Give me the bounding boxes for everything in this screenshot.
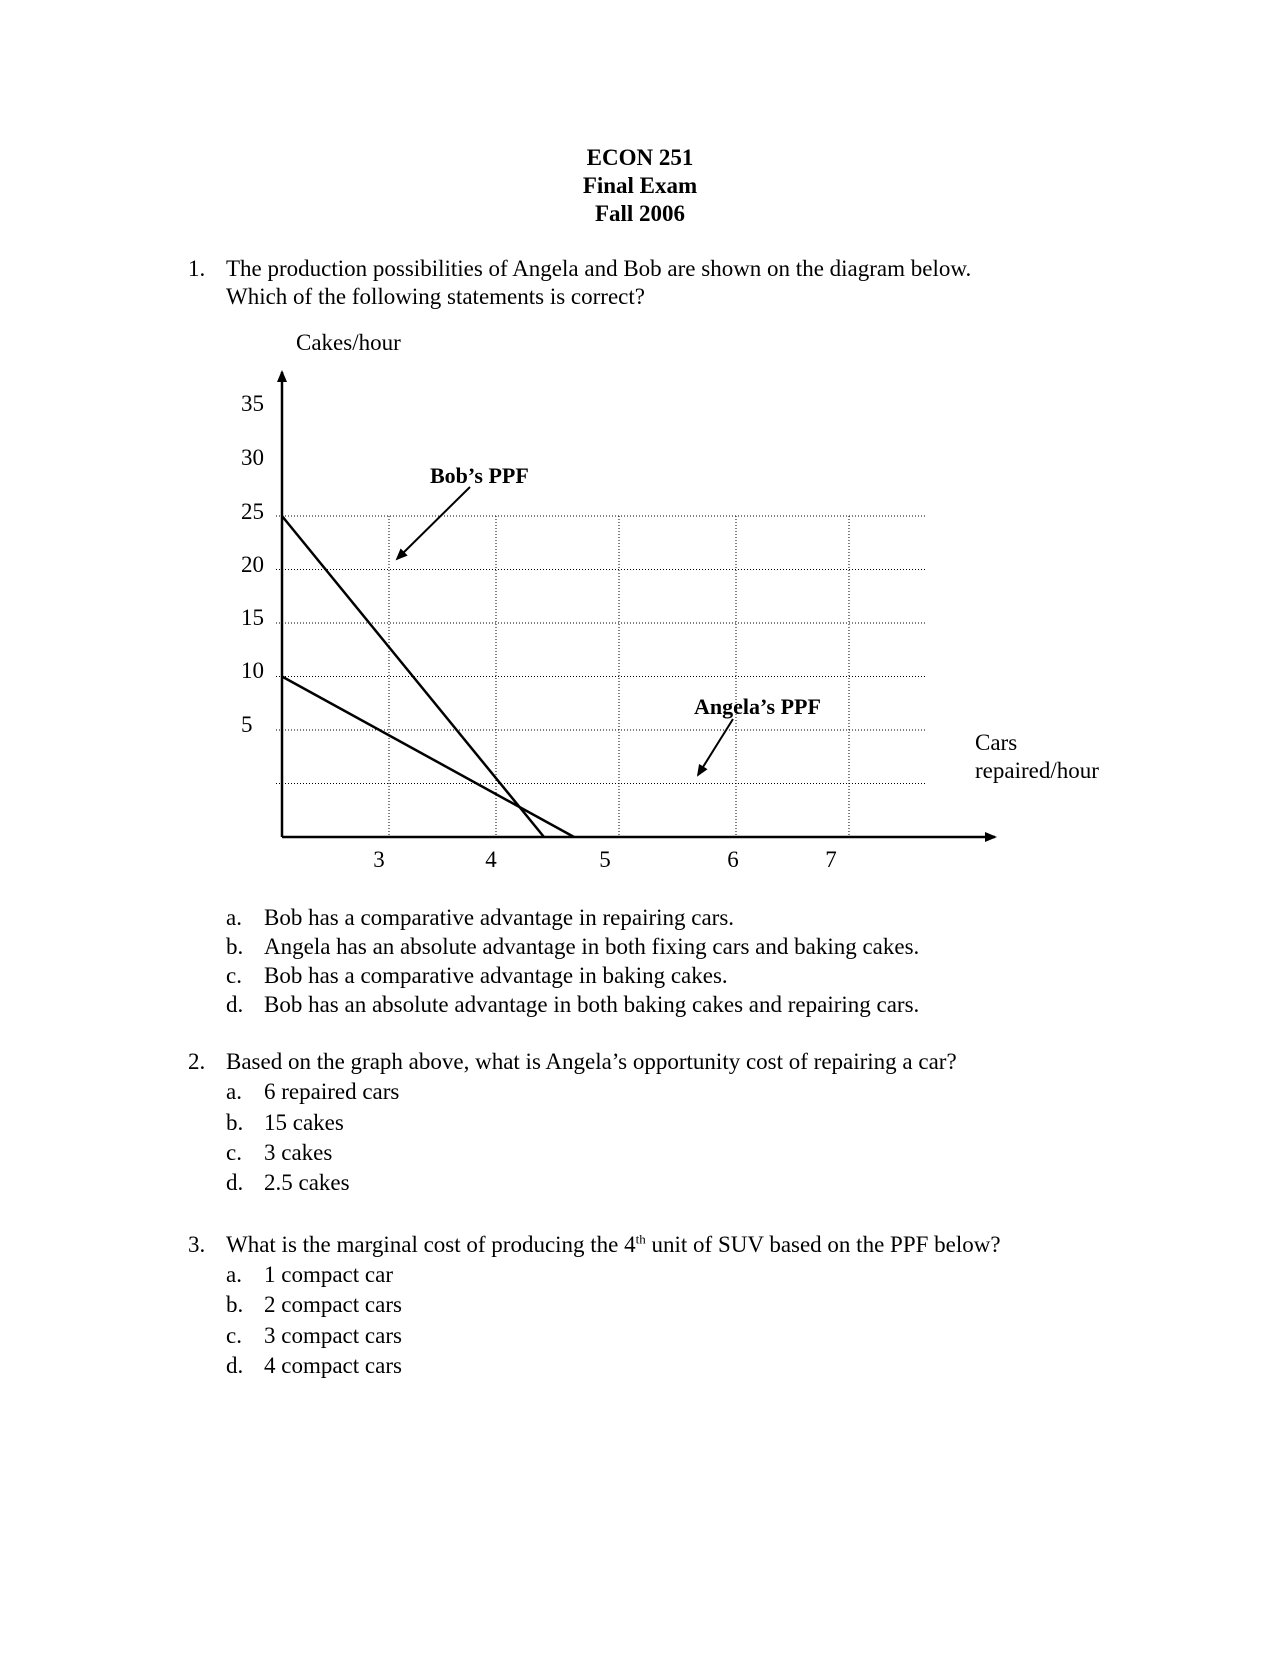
y-tick-25: 25 bbox=[241, 499, 264, 524]
option-text: Bob has a comparative advantage in repairing cars. bbox=[264, 905, 735, 930]
y-tick-15: 15 bbox=[241, 605, 264, 630]
exam-title: Final Exam bbox=[582, 173, 698, 198]
option-text: Angela has an absolute advantage in both fixing cars and baking cakes. bbox=[264, 934, 920, 959]
option-text: 1 compact car bbox=[264, 1262, 393, 1287]
y-tick-10: 10 bbox=[241, 658, 264, 683]
exam-term: Fall 2006 bbox=[594, 201, 686, 226]
angela-ppf-label: Angela’s PPF bbox=[694, 694, 821, 719]
question-3 bbox=[0, 1230, 1280, 1260]
option-letter: b. bbox=[226, 1292, 244, 1317]
x-tick-3: 3 bbox=[373, 847, 385, 872]
option-text: 4 compact cars bbox=[264, 1353, 402, 1378]
question-2-number: 2. bbox=[188, 1049, 206, 1074]
question-2-text: Based on the graph above, what is Angela’s opportunity cost of repairing a car? bbox=[226, 1049, 957, 1074]
question-1 bbox=[0, 254, 1280, 314]
angela-ppf-line bbox=[282, 677, 574, 838]
option-letter: d. bbox=[226, 992, 244, 1017]
option-letter: c. bbox=[226, 1140, 242, 1165]
option-text: 2 compact cars bbox=[264, 1292, 402, 1317]
option-text: Bob has an absolute advantage in both baking cakes and repairing cars. bbox=[264, 992, 920, 1017]
question-1-line-2: Which of the following statements is correct? bbox=[226, 284, 645, 309]
question-3-text-before: What is the marginal cost of producing the 4 bbox=[226, 1232, 636, 1257]
x-axis-label-line-2: repaired/hour bbox=[975, 758, 1099, 783]
question-1-line-1: The production possibilities of Angela and Bob are shown on the diagram below. bbox=[226, 256, 972, 281]
question-3-superscript: th bbox=[635, 1231, 646, 1247]
option-text: 6 repaired cars bbox=[264, 1079, 400, 1104]
option-letter: a. bbox=[226, 1079, 242, 1104]
y-tick-5: 5 bbox=[241, 712, 253, 737]
ppf-chart bbox=[0, 320, 1280, 880]
question-3-text-after: unit of SUV based on the PPF below? bbox=[645, 1232, 1001, 1257]
option-text: 15 cakes bbox=[264, 1110, 344, 1135]
x-tick-7: 7 bbox=[825, 847, 837, 872]
option-letter: d. bbox=[226, 1170, 244, 1195]
option-text: Bob has a comparative advantage in baking cakes. bbox=[264, 963, 728, 988]
bob-ppf-label: Bob’s PPF bbox=[430, 463, 529, 488]
x-axis-label-line-1: Cars bbox=[975, 730, 1018, 755]
y-axis-label: Cakes/hour bbox=[296, 330, 401, 355]
option-letter: c. bbox=[226, 1323, 242, 1348]
bob-ppf-arrow bbox=[397, 487, 470, 559]
x-tick-6: 6 bbox=[727, 847, 739, 872]
x-tick-5: 5 bbox=[599, 847, 611, 872]
option-letter: a. bbox=[226, 905, 242, 930]
option-letter: c. bbox=[226, 963, 242, 988]
y-tick-30: 30 bbox=[241, 445, 264, 470]
x-tick-4: 4 bbox=[485, 847, 497, 872]
y-tick-35: 35 bbox=[241, 391, 264, 416]
question-2 bbox=[0, 1047, 1280, 1077]
angela-ppf-arrow bbox=[698, 719, 733, 775]
option-text: 3 compact cars bbox=[264, 1323, 402, 1348]
course-title: ECON 251 bbox=[586, 145, 694, 170]
option-letter: a. bbox=[226, 1262, 242, 1287]
option-letter: b. bbox=[226, 1110, 244, 1135]
option-text: 3 cakes bbox=[264, 1140, 333, 1165]
y-tick-20: 20 bbox=[241, 552, 264, 577]
question-1-number: 1. bbox=[188, 256, 206, 281]
option-text: 2.5 cakes bbox=[264, 1170, 350, 1195]
option-letter: b. bbox=[226, 934, 244, 959]
question-3-text bbox=[226, 1230, 1001, 1259]
question-3-number: 3. bbox=[188, 1232, 206, 1257]
option-letter: d. bbox=[226, 1353, 244, 1378]
